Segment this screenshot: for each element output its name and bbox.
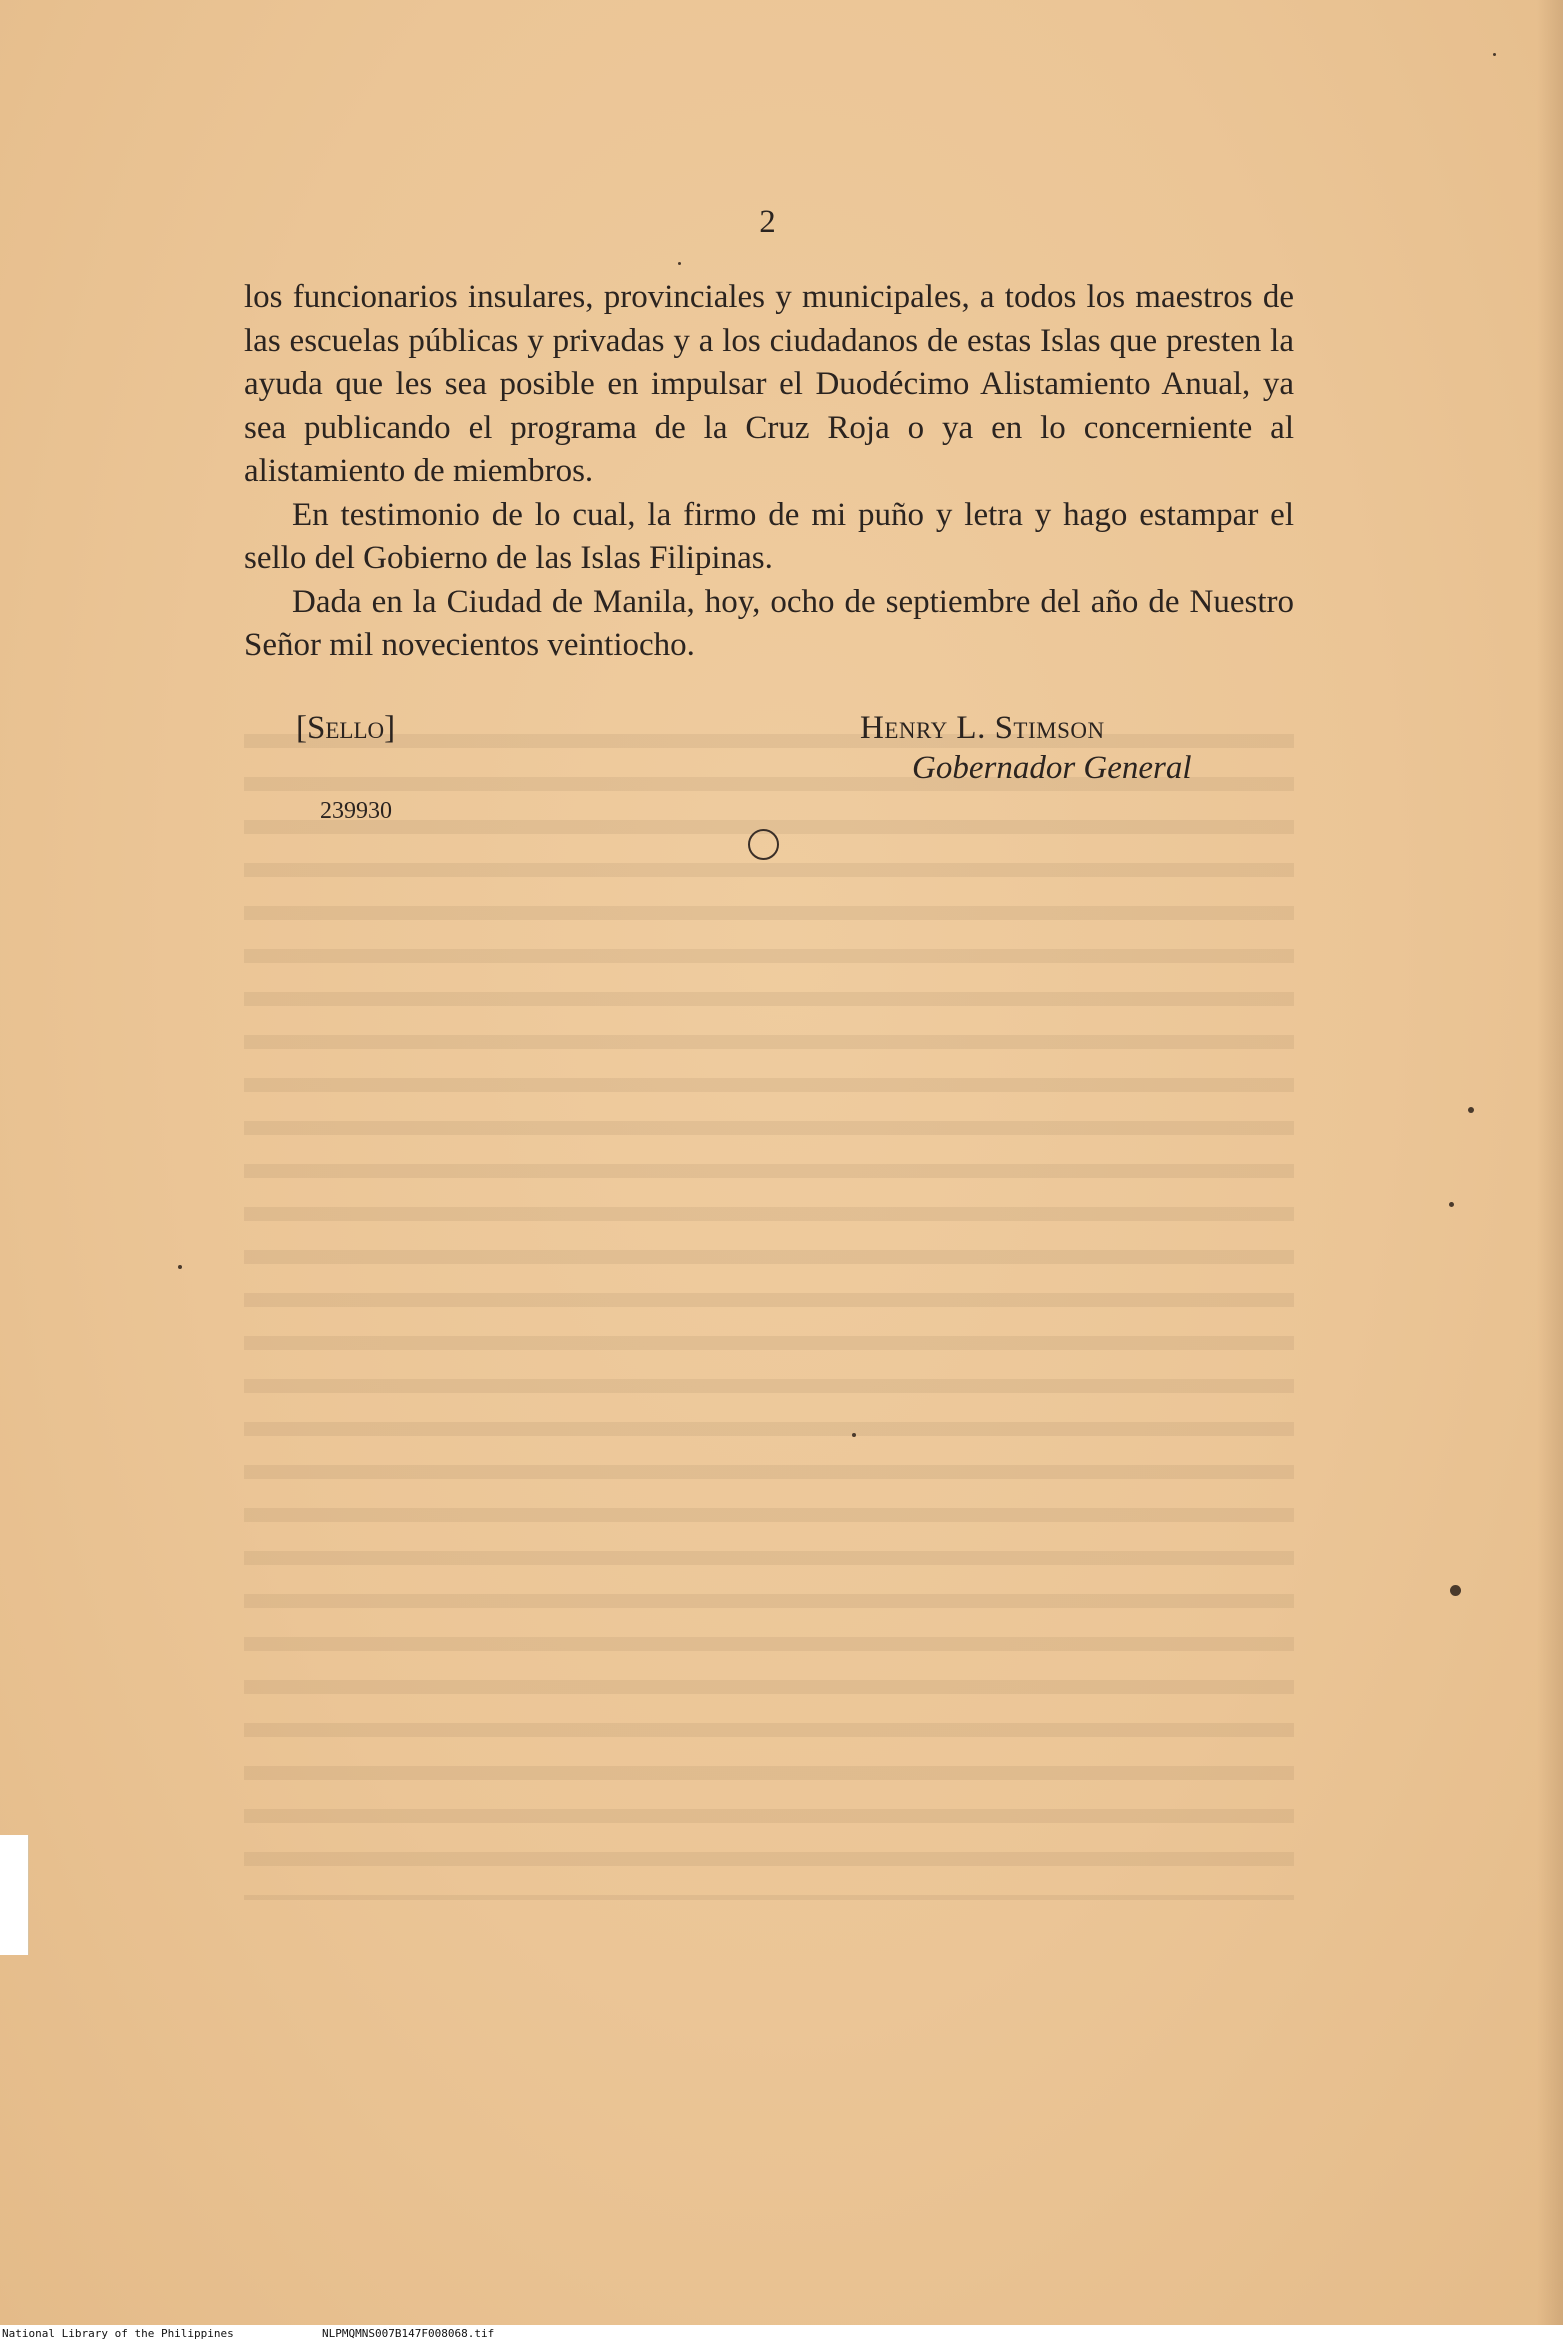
- page-edge-notch: [0, 1835, 29, 1955]
- scan-footer: [0, 2325, 1563, 2343]
- page-number: 2: [759, 204, 776, 240]
- footer-institution: National Library of the Philippines: [2, 2327, 234, 2340]
- paper-speck: [852, 1433, 856, 1437]
- paper-speck: [678, 262, 681, 265]
- paper-speck: [1450, 1585, 1461, 1596]
- paper-speck: [1468, 1107, 1474, 1113]
- paragraph-testimony: En testimonio de lo cual, la firmo de mi puño y letra y hago estampar el sello del Gobierno de las Islas Filipinas.: [244, 496, 1294, 576]
- signer-title: Gobernador General: [912, 750, 1192, 786]
- circle-mark: [748, 829, 779, 860]
- paper-speck: [1449, 1202, 1454, 1207]
- document-number: 239930: [320, 798, 392, 824]
- paragraph-date: Dada en la Ciudad de Manila, hoy, ocho de septiembre del año de Nuestro Señor mil novecientos veintiocho.: [244, 583, 1294, 663]
- footer-filename: NLPMQMNS007B147F008068.tif: [322, 2327, 495, 2340]
- proclamation-body: [244, 276, 1294, 668]
- signature-row: [296, 706, 1296, 750]
- bleed-through-texture: [244, 720, 1294, 1900]
- page-edge-shadow: [1537, 0, 1563, 2325]
- seal-label: [Sello]: [296, 710, 396, 746]
- paper-speck: [1493, 53, 1496, 56]
- signer-name: Henry L. Stimson: [860, 710, 1105, 746]
- paper-speck: [178, 1265, 182, 1269]
- paragraph-continuation: los funcionarios insulares, provinciales y municipales, a todos los maestros de las escuelas públicas y privadas y a los ciudadanos de estas Islas que presten la ayuda que les sea posible en impulsar el Duodécimo Alistamiento Anual, ya sea publicando el programa de la Cruz Roja o ya en lo concerniente al alistamiento de miembros.: [244, 279, 1294, 489]
